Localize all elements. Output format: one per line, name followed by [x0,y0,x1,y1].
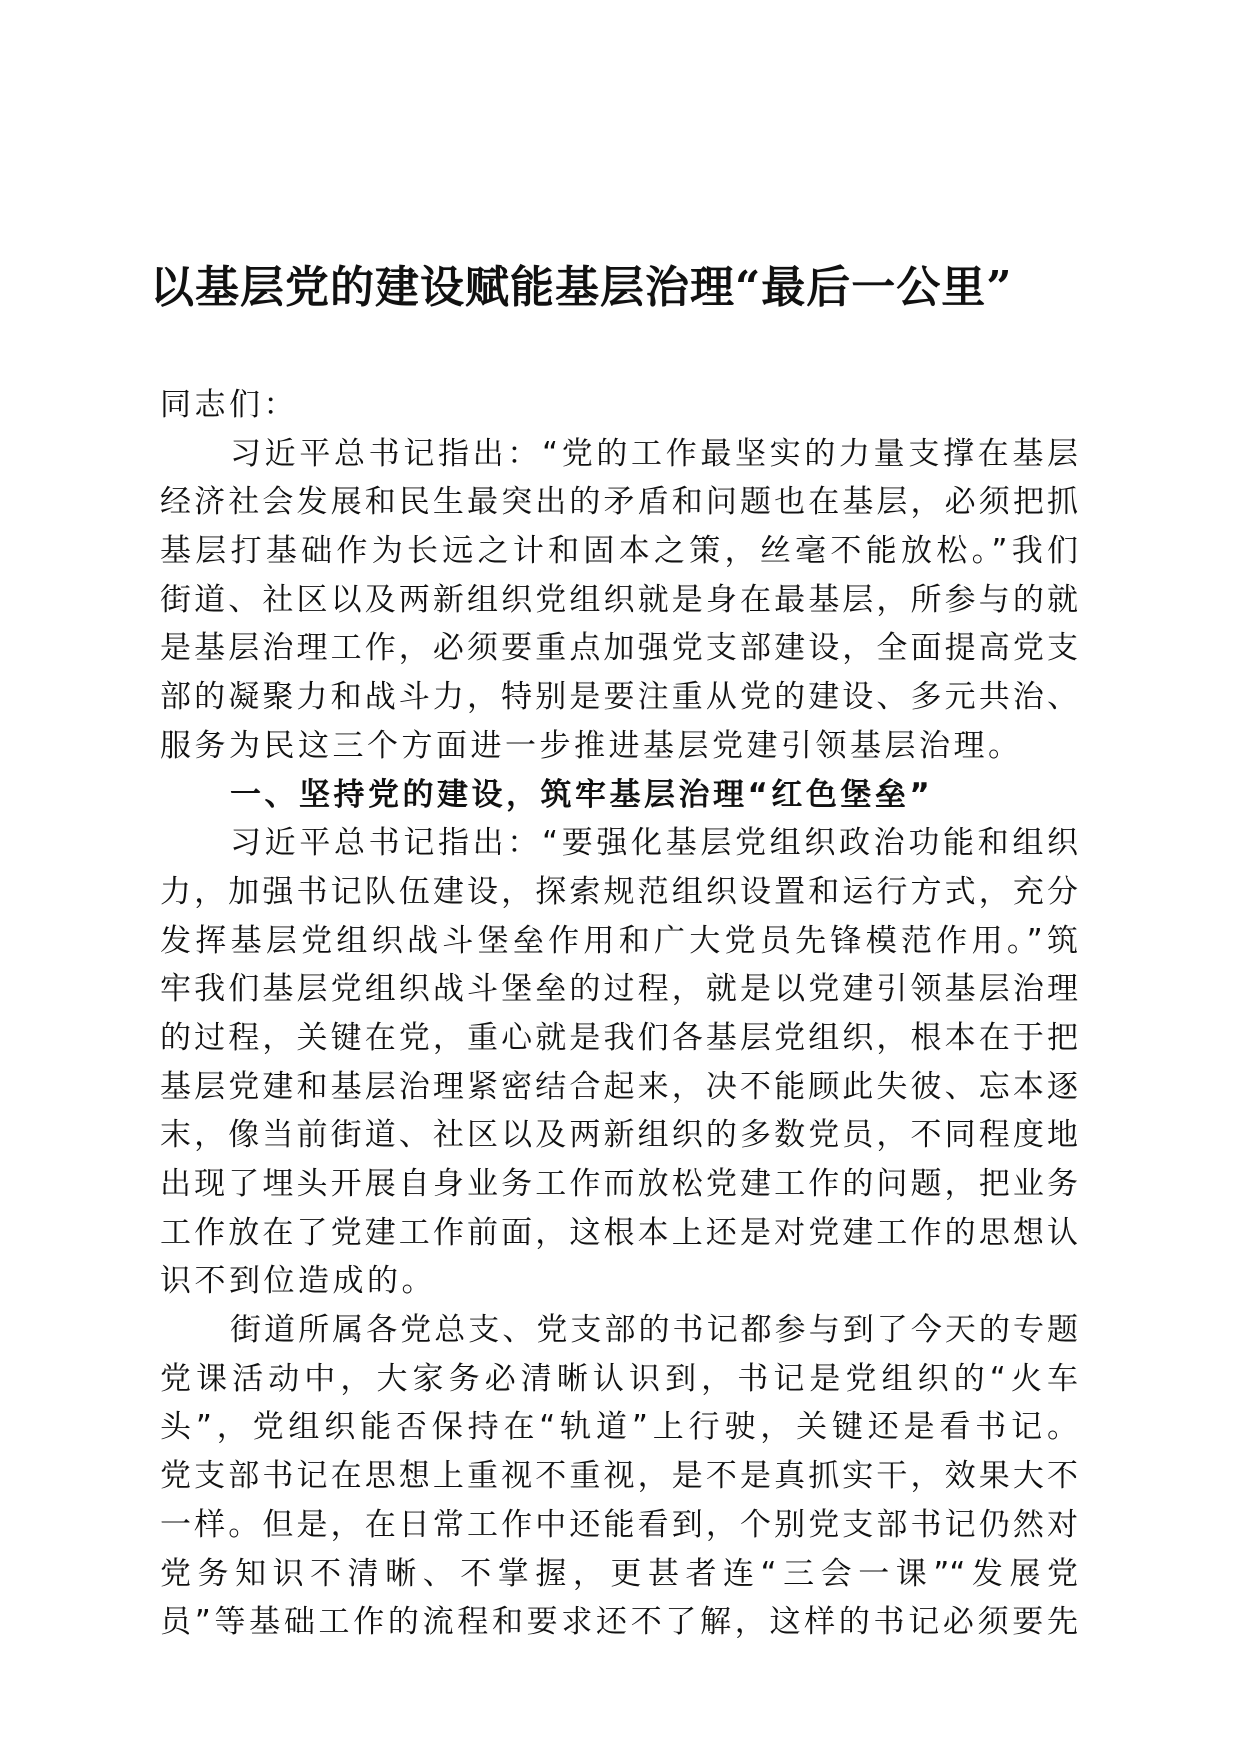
paragraph-line: 经济社会发展和民生最突出的矛盾和问题也在基层，必须把抓 [160,484,1078,521]
paragraph-line: 部的凝聚力和战斗力，特别是要注重从党的建设、多元共治、 [160,679,1078,716]
paragraph-line: 头”，党组织能否保持在“轨道”上行驶，关键还是看书记。 [160,1409,1078,1446]
paragraph-line: 服务为民这三个方面进一步推进基层党建引领基层治理。 [160,727,1023,764]
document-title: 以基层党的建设赋能基层治理“最后一公里” [150,262,1013,313]
paragraph-line: 员”等基础工作的流程和要求还不了解，这样的书记必须要先 [160,1604,1078,1641]
paragraph-line: 的过程，关键在党，重心就是我们各基层党组织，根本在于把 [160,1019,1078,1056]
paragraph-line: 街道、社区以及两新组织党组织就是身在最基层，所参与的就 [160,581,1078,618]
paragraph-line: 识不到位造成的。 [160,1263,436,1300]
paragraphs [160,430,1078,1647]
paragraph-line: 习近平总书记指出：“要强化基层党组织政治功能和组织 [230,825,1078,862]
paragraph-line: 习近平总书记指出：“党的工作最坚实的力量支撑在基层 [230,435,1078,472]
paragraph-line: 基层党建和基层治理紧密结合起来，决不能顾此失彼、忘本逐 [160,1068,1078,1105]
paragraph-line: 一样。但是，在日常工作中还能看到，个别党支部书记仍然对 [160,1506,1078,1543]
paragraph-line: 工作放在了党建工作前面，这根本上还是对党建工作的思想认 [160,1214,1078,1251]
paragraph-line: 党务知识不清晰、不掌握，更甚者连“三会一课”“发展党 [160,1555,1078,1592]
paragraph-line: 街道所属各党总支、党支部的书记都参与到了今天的专题 [230,1312,1078,1349]
paragraph-line: 力，加强书记队伍建设，探索规范组织设置和运行方式，充分 [160,873,1078,910]
paragraph-line: 党课活动中，大家务必清晰认识到，书记是党组织的“火车 [160,1360,1078,1397]
paragraph-line: 是基层治理工作，必须要重点加强党支部建设，全面提高党支 [160,630,1078,667]
document-body [160,381,1078,1647]
paragraph-line: 基层打基础作为长远之计和固本之策，丝毫不能放松。”我们 [160,533,1078,570]
paragraph-line: 末，像当前街道、社区以及两新组织的多数党员，不同程度地 [160,1117,1078,1154]
paragraph-line: 牢我们基层党组织战斗堡垒的过程，就是以党建引领基层治理 [160,971,1078,1008]
section-heading: 一、坚持党的建设，筑牢基层治理“红色堡垒” [230,776,934,813]
paragraph-line: 出现了埋头开展自身业务工作而放松党建工作的问题，把业务 [160,1166,1078,1202]
paragraph-line: 发挥基层党组织战斗堡垒作用和广大党员先锋模范作用。”筑 [160,922,1078,959]
greeting: 同志们： [160,387,298,423]
paragraph-line: 党支部书记在思想上重视不重视，是不是真抓实干，效果大不 [160,1458,1078,1495]
